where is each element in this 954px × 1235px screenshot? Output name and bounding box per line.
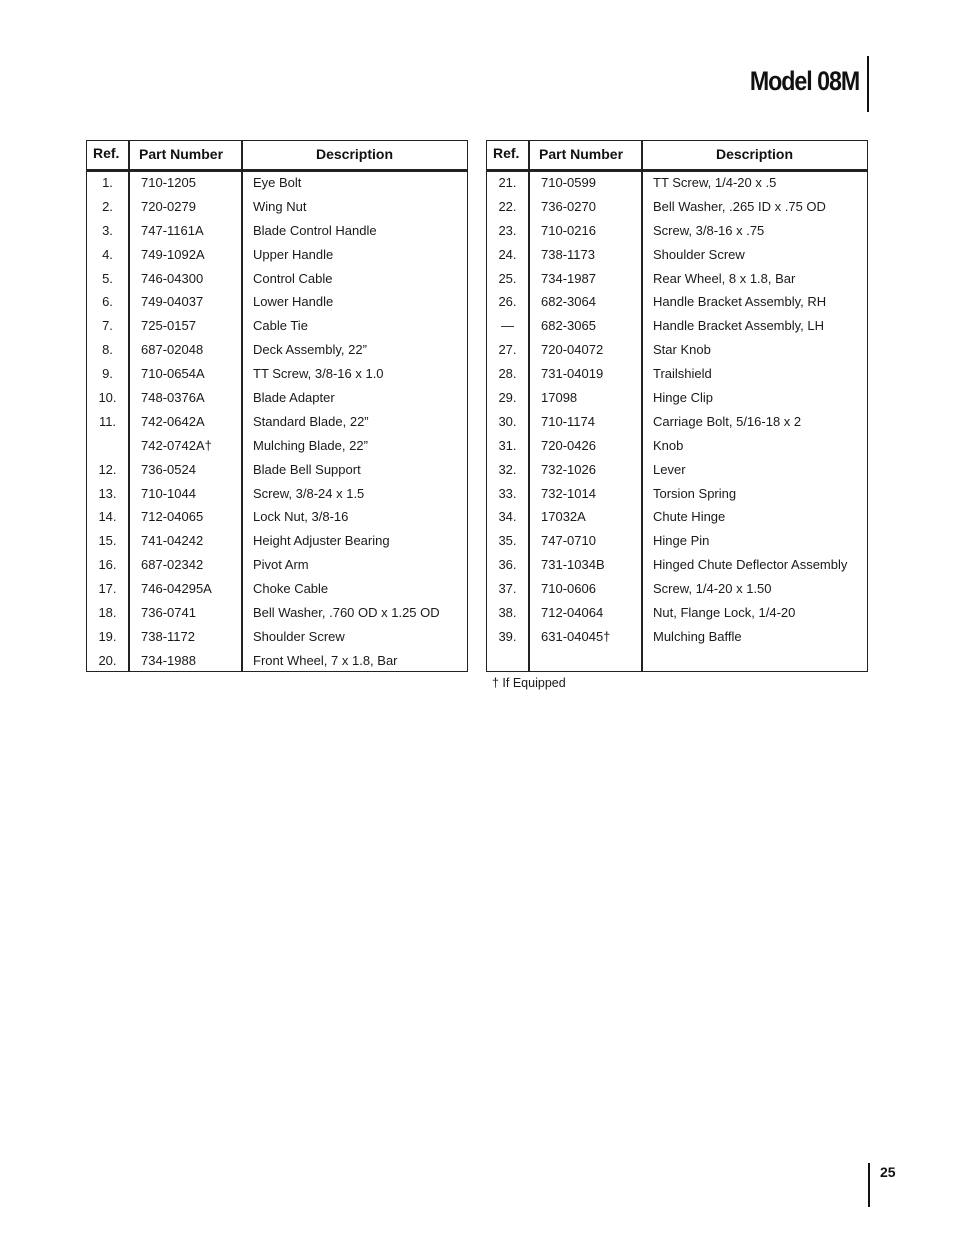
table-body [487, 175, 867, 653]
part-number-cell: 747-0710 [541, 533, 596, 549]
table-row [487, 175, 867, 199]
description-cell: Deck Assembly, 22” [253, 342, 367, 358]
ref-cell: 4. [102, 246, 113, 262]
ref-cell: — [501, 318, 514, 334]
part-number-cell: 710-0216 [541, 222, 596, 238]
part-number-cell: 720-0426 [541, 437, 596, 453]
part-number-cell: 732-1026 [541, 461, 596, 477]
description-cell: Hinge Pin [653, 533, 710, 549]
table-row [87, 366, 467, 390]
description-cell: Blade Control Handle [253, 222, 377, 238]
description-cell: Eye Bolt [253, 175, 302, 190]
ref-cell: 33. [498, 485, 517, 501]
table-row [87, 342, 467, 366]
description-cell: Mulching Baffle [653, 628, 742, 644]
part-number-cell: 734-1988 [141, 652, 196, 668]
part-number-column-header: Part Number [539, 146, 624, 162]
ref-cell: 21. [498, 175, 517, 190]
description-cell: Trailshield [653, 366, 712, 382]
part-number-cell: 731-04019 [541, 366, 604, 382]
table-row [87, 605, 467, 629]
page-number: 25 [880, 1164, 896, 1180]
part-number-cell: 710-1205 [141, 175, 196, 190]
table-row [487, 605, 867, 629]
description-cell: Height Adjuster Bearing [253, 533, 390, 549]
description-cell: Handle Bracket Assembly, LH [653, 318, 824, 334]
description-cell: Lock Nut, 3/8-16 [253, 509, 349, 525]
part-number-cell: 17032A [541, 509, 586, 525]
ref-column-header: Ref. [493, 145, 520, 161]
table-row [87, 653, 467, 677]
part-number-cell: 682-3065 [541, 318, 596, 334]
footnote: † If Equipped [492, 676, 566, 690]
table-row [87, 271, 467, 295]
description-cell: TT Screw, 3/8-16 x 1.0 [253, 366, 384, 382]
ref-cell: 24. [498, 246, 517, 262]
table-row [87, 438, 467, 462]
ref-cell: 29. [498, 390, 517, 406]
ref-cell: 38. [498, 605, 517, 621]
table-row [87, 629, 467, 653]
description-cell: Upper Handle [253, 246, 334, 262]
ref-cell: 35. [498, 533, 517, 549]
part-number-cell: 725-0157 [141, 318, 196, 334]
table-row [87, 390, 467, 414]
part-number-cell: 736-0270 [541, 198, 596, 214]
table-row [87, 557, 467, 581]
description-cell: Lower Handle [253, 294, 334, 310]
description-cell: Screw, 3/8-24 x 1.5 [253, 485, 365, 501]
description-column-header: Description [315, 146, 393, 162]
ref-cell: 36. [498, 557, 517, 573]
table-row [487, 629, 867, 653]
table-row [87, 486, 467, 510]
parts-table-left [86, 140, 468, 672]
ref-cell: 13. [98, 485, 117, 501]
ref-cell: 31. [498, 437, 517, 453]
table-row [487, 462, 867, 486]
table-row [87, 294, 467, 318]
ref-cell: 9. [102, 366, 113, 382]
description-cell: Handle Bracket Assembly, RH [653, 294, 827, 310]
table-row [487, 414, 867, 438]
page-number-divider [868, 1163, 870, 1207]
description-cell: Standard Blade, 22” [253, 413, 369, 429]
ref-cell: 10. [98, 390, 117, 406]
part-number-cell: 738-1172 [141, 628, 195, 644]
description-cell: Lever [653, 461, 686, 477]
description-cell: Shoulder Screw [653, 246, 745, 262]
description-cell: Front Wheel, 7 x 1.8, Bar [253, 652, 398, 668]
part-number-cell: 736-0524 [141, 461, 196, 477]
description-cell: Shoulder Screw [253, 628, 345, 644]
part-number-cell: 710-0599 [541, 175, 596, 190]
description-cell: Wing Nut [253, 198, 307, 214]
ref-cell: 14. [98, 509, 117, 525]
table-row [87, 247, 467, 271]
part-number-cell: 747-1161A [141, 222, 204, 238]
part-number-cell: 710-1174 [541, 413, 595, 429]
ref-cell: 18. [98, 605, 117, 621]
ref-cell: 19. [98, 628, 117, 644]
ref-cell: 6. [102, 294, 113, 310]
ref-cell: 39. [498, 628, 517, 644]
header-underline [87, 169, 128, 172]
table-row [87, 318, 467, 342]
part-number-cell: 17098 [541, 390, 578, 406]
ref-cell: 11. [98, 413, 117, 429]
ref-cell: 17. [98, 581, 117, 597]
part-number-cell: 687-02048 [141, 342, 204, 358]
description-column-header: Description [715, 146, 793, 162]
ref-cell: 20. [98, 652, 117, 668]
ref-cell: 2. [102, 198, 113, 214]
title-divider [867, 56, 869, 112]
header-underline [243, 169, 468, 172]
table-row [487, 438, 867, 462]
description-cell: TT Screw, 1/4-20 x .5 [653, 175, 777, 190]
description-cell: Mulching Blade, 22” [253, 437, 368, 453]
description-cell: Bell Washer, .265 ID x .75 OD [653, 198, 826, 214]
table-row [487, 271, 867, 295]
ref-column-header: Ref. [93, 145, 120, 161]
description-cell: Bell Washer, .760 OD x 1.25 OD [253, 605, 440, 621]
part-number-cell: 749-1092A [141, 246, 205, 262]
part-number-cell: 742-0642A [141, 413, 205, 429]
part-number-column-header: Part Number [139, 146, 224, 162]
part-number-cell: 731-1034B [541, 557, 605, 573]
table-row [487, 533, 867, 557]
table-row [487, 366, 867, 390]
table-body [87, 175, 467, 677]
ref-cell: 32. [498, 461, 517, 477]
table-row [487, 557, 867, 581]
ref-cell: 7. [102, 318, 113, 334]
ref-cell: 37. [498, 581, 517, 597]
description-cell: Star Knob [653, 342, 711, 358]
ref-cell: 1. [102, 175, 113, 190]
ref-cell: 15. [98, 533, 117, 549]
part-number-cell: 732-1014 [541, 485, 596, 501]
description-cell: Screw, 1/4-20 x 1.50 [653, 581, 772, 597]
ref-cell: 27. [498, 342, 517, 358]
part-number-cell: 736-0741 [141, 605, 196, 621]
table-row [487, 342, 867, 366]
ref-cell: 23. [498, 222, 517, 238]
part-number-cell: 720-0279 [141, 198, 196, 214]
table-row [487, 318, 867, 342]
part-number-cell: 746-04300 [141, 270, 204, 286]
table-row [87, 175, 467, 199]
description-cell: Hinge Clip [653, 390, 713, 406]
table-row [87, 223, 467, 247]
part-number-cell: 748-0376A [141, 390, 205, 406]
table-row [487, 390, 867, 414]
part-number-cell: 746-04295A [141, 581, 212, 597]
part-number-cell: 738-1173 [541, 246, 595, 262]
table-row [87, 414, 467, 438]
part-number-cell: 720-04072 [541, 342, 604, 358]
description-cell: Rear Wheel, 8 x 1.8, Bar [653, 270, 796, 286]
part-number-cell: 734-1987 [541, 270, 596, 286]
description-cell: Carriage Bolt, 5/16-18 x 2 [653, 413, 802, 429]
part-number-cell: 741-04242 [141, 533, 204, 549]
table-row [87, 509, 467, 533]
header-underline [530, 169, 641, 172]
ref-cell: 3. [102, 222, 113, 238]
header-underline [487, 169, 528, 172]
description-cell: Nut, Flange Lock, 1/4-20 [653, 605, 796, 621]
table-row [87, 199, 467, 223]
part-number-cell: 710-0606 [541, 581, 596, 597]
description-cell: Control Cable [253, 270, 333, 286]
table-row [87, 533, 467, 557]
description-cell: Blade Bell Support [253, 461, 361, 477]
table-row [487, 581, 867, 605]
ref-cell: 22. [498, 198, 517, 214]
description-cell: Cable Tie [253, 318, 308, 334]
description-cell: Blade Adapter [253, 390, 335, 406]
table-row [87, 581, 467, 605]
part-number-cell: 712-04064 [541, 605, 604, 621]
table-row [487, 294, 867, 318]
page-title: Model 08M [749, 66, 859, 96]
header-underline [130, 169, 241, 172]
description-cell: Chute Hinge [653, 509, 726, 525]
ref-cell: 30. [498, 413, 517, 429]
ref-cell: 16. [98, 557, 117, 573]
table-row [487, 247, 867, 271]
description-cell: Screw, 3/8-16 x .75 [653, 222, 765, 238]
part-number-cell: 742-0742A† [141, 437, 212, 453]
ref-cell: 25. [498, 270, 517, 286]
ref-cell: 5. [102, 270, 113, 286]
part-number-cell: 631-04045† [541, 628, 611, 644]
part-number-cell: 710-0654A [141, 366, 205, 382]
header-underline [643, 169, 868, 172]
table-row [487, 486, 867, 510]
table-row [487, 199, 867, 223]
description-cell: Knob [653, 437, 684, 453]
description-cell: Pivot Arm [253, 557, 309, 573]
description-cell: Choke Cable [253, 581, 329, 597]
part-number-cell: 712-04065 [141, 509, 204, 525]
part-number-cell: 682-3064 [541, 294, 596, 310]
ref-cell: 12. [98, 461, 117, 477]
part-number-cell: 749-04037 [141, 294, 204, 310]
ref-cell: 28. [498, 366, 517, 382]
part-number-cell: 710-1044 [141, 485, 196, 501]
description-cell: Hinged Chute Deflector Assembly [653, 557, 848, 573]
table-row [87, 462, 467, 486]
table-row [487, 223, 867, 247]
ref-cell: 34. [498, 509, 517, 525]
table-row [487, 509, 867, 533]
parts-table-right [486, 140, 868, 672]
ref-cell: 8. [102, 342, 113, 358]
ref-cell: 26. [498, 294, 517, 310]
part-number-cell: 687-02342 [141, 557, 204, 573]
description-cell: Torsion Spring [653, 485, 737, 501]
